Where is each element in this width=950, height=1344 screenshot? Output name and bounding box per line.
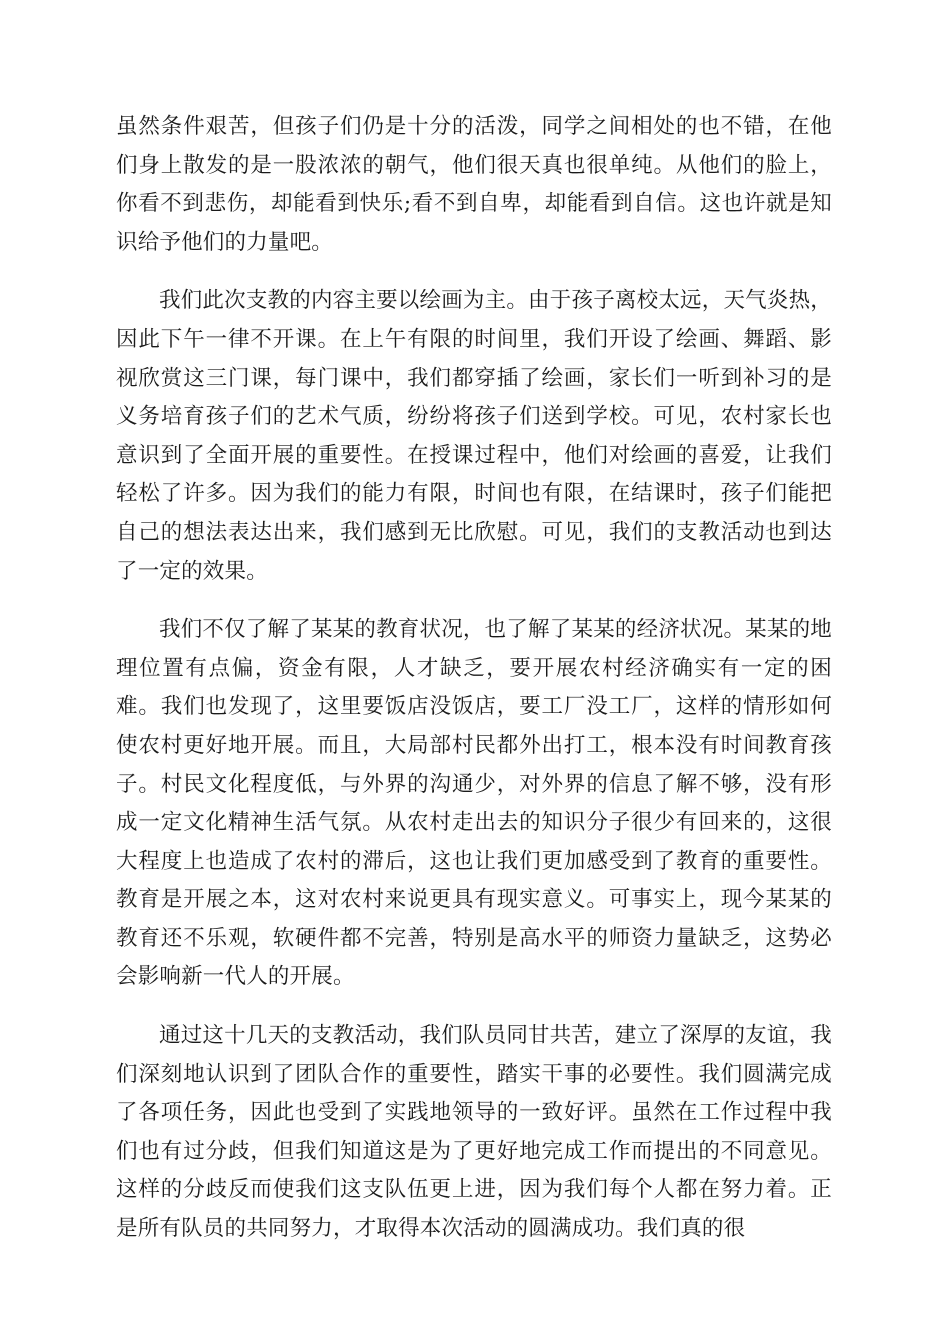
paragraph-3: 我们不仅了解了某某的教育状况，也了解了某某的经济状况。某某的地理位置有点偏，资金有限，人才缺乏，要开展农村经济确实有一定的困难。我们也发现了，这里要饭店没饭店，要工厂没工厂，这样的情形如何使农村更好地开展。而且，大局部村民都外出打工，根本没有时间教育孩子。村民文化程度低，与外界的沟通少，对外界的信息了解不够，没有形成一定文化精神生活气氛。从农村走出去的知识分子很少有回来的，这很大程度上也造成了农村的滞后，这也让我们更加感受到了教育的重要性。教育是开展之本，这对农村来说更具有现实意义。可事实上，现今某某的教育还不乐观，软硬件都不完善，特别是高水平的师资力量缺乏，这势必会影响新一代人的开展。 [116, 617, 832, 990]
document-body [116, 108, 832, 1249]
paragraph-2: 我们此次支教的内容主要以绘画为主。由于孩子离校太远，天气炎热，因此下午一律不开课。在上午有限的时间里，我们开设了绘画、舞蹈、影视欣赏这三门课，每门课中，我们都穿插了绘画，家长们一听到补习的是义务培育孩子们的艺术气质，纷纷将孩子们送到学校。可见，农村家长也意识到了全面开展的重要性。在授课过程中，他们对绘画的喜爱，让我们轻松了许多。因为我们的能力有限，时间也有限，在结课时，孩子们能把自己的想法表达出来，我们感到无比欣慰。可见，我们的支教活动也到达了一定的效果。 [116, 288, 832, 584]
paragraph-1: 虽然条件艰苦，但孩子们仍是十分的活泼，同学之间相处的也不错，在他们身上散发的是一股浓浓的朝气，他们很天真也很单纯。从他们的脸上，你看不到悲伤，却能看到快乐;看不到自卑，却能看到自信。这也许就是知识给予他们的力量吧。 [116, 114, 832, 255]
paragraph-4: 通过这十几天的支教活动，我们队员同甘共苦，建立了深厚的友谊，我们深刻地认识到了团队合作的重要性，踏实干事的必要性。我们圆满完成了各项任务，因此也受到了实践地领导的一致好评。虽然在工作过程中我们也有过分歧，但我们知道这是为了更好地完成工作而提出的不同意见。这样的分歧反而使我们这支队伍更上进，因为我们每个人都在努力着。正是所有队员的共同努力，才取得本次活动的圆满成功。我们真的很 [116, 1023, 832, 1242]
paragraph-gap [116, 591, 832, 611]
paragraph-gap [116, 997, 832, 1017]
paragraph-gap [116, 262, 832, 282]
